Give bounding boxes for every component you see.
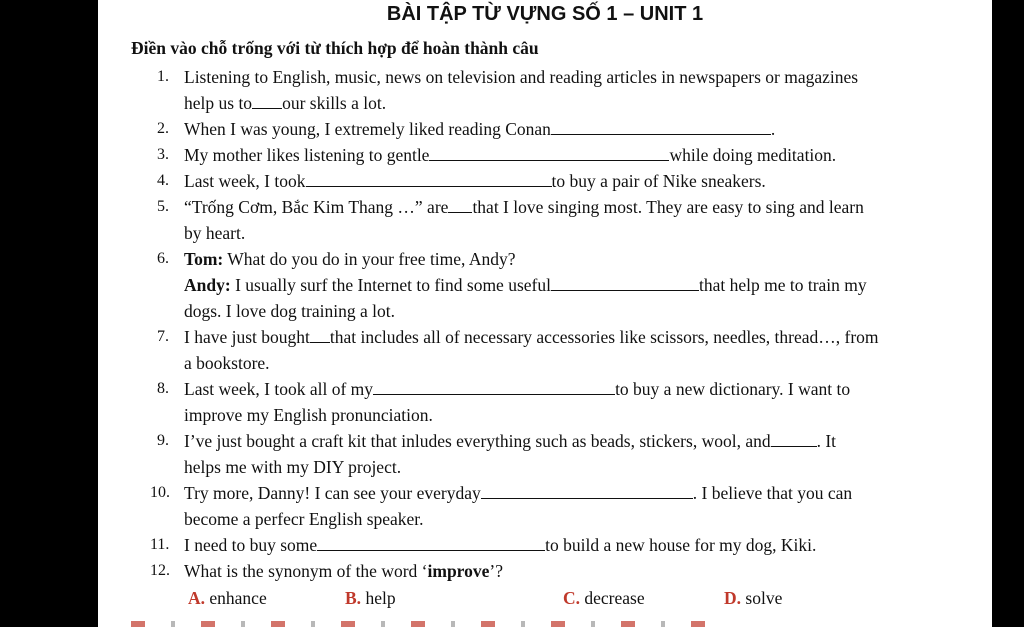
text: I’ve just bought a craft kit that inludes everything such as beads, stickers, wool, and: [184, 431, 771, 451]
question-number: 9.: [157, 432, 169, 449]
text: while doing meditation.: [669, 145, 837, 165]
option-a[interactable]: [188, 588, 267, 608]
question-10-line-2: become a perfecr English speaker.: [184, 509, 424, 529]
text: that help me to train my: [698, 275, 867, 295]
text: that includes all of necessary accessories like scissors, needles, thread…, from: [329, 327, 879, 347]
text: .: [770, 119, 776, 139]
answer-blank[interactable]: [448, 198, 472, 213]
option-letter: C.: [563, 588, 581, 608]
text: to build a new house for my dog, Kiki.: [545, 535, 817, 555]
question-1-line-1: Listening to English, music, news on television and reading articles in newspapers or magazines: [184, 67, 859, 87]
answer-blank[interactable]: [551, 120, 771, 135]
question-number: 10.: [150, 484, 170, 501]
text: Last week, I took: [184, 171, 306, 191]
question-number: 12.: [150, 562, 170, 579]
text: I usually surf the Internet to find some useful: [230, 275, 551, 295]
question-10-line-1: [184, 483, 852, 503]
text: ’?: [489, 561, 504, 581]
option-c[interactable]: [563, 588, 645, 608]
text: “Trống Cơm, Bắc Kim Thang …” are: [184, 197, 449, 217]
text: that I love singing most. They are easy to sing and learn: [472, 197, 864, 217]
question-6-line-2: [184, 275, 867, 295]
question-number: 1.: [157, 68, 169, 85]
answer-blank[interactable]: [429, 146, 669, 161]
question-8-line-2: improve my English pronunciation.: [184, 405, 433, 425]
text: . I believe that you can: [692, 483, 853, 503]
text: our skills a lot.: [282, 93, 387, 113]
question-6-line-1: [184, 249, 516, 269]
question-number: 11.: [150, 536, 170, 553]
text: to buy a pair of Nike sneakers.: [551, 171, 766, 191]
text: What do you do in your free time, Andy?: [223, 249, 516, 269]
text: . It: [816, 431, 837, 451]
question-12-line-1: [184, 561, 503, 581]
question-8-line-1: [184, 379, 850, 399]
question-5-line-2: by heart.: [184, 223, 246, 243]
answer-blank[interactable]: [306, 172, 552, 187]
option-b[interactable]: [345, 588, 396, 608]
question-number: 2.: [157, 120, 169, 137]
answer-blank[interactable]: [481, 484, 693, 499]
instruction: Điền vào chỗ trống với từ thích hợp để hoàn thành câu: [131, 38, 539, 58]
question-4-line-1: [184, 171, 766, 191]
question-number: 5.: [157, 198, 169, 215]
question-number: 6.: [157, 250, 169, 267]
answer-blank[interactable]: [310, 328, 330, 343]
worksheet-title: BÀI TẬP TỪ VỰNG SỐ 1 – UNIT 1: [386, 3, 704, 25]
text: I need to buy some: [184, 535, 318, 555]
text: to buy a new dictionary. I want to: [615, 379, 851, 399]
question-number: 8.: [157, 380, 169, 397]
question-11-line-1: [184, 535, 816, 555]
option-text: enhance: [205, 588, 267, 608]
worksheet-page: [98, 0, 992, 627]
question-number: 7.: [157, 328, 169, 345]
question-7-line-1: [184, 327, 879, 347]
option-text: solve: [741, 588, 783, 608]
speaker-tom: Tom:: [184, 249, 224, 269]
question-5-line-1: [184, 197, 864, 217]
option-letter: D.: [724, 588, 742, 608]
question-9-line-1: [184, 431, 836, 451]
keyword: improve: [427, 561, 490, 581]
question-2-line-1: [184, 119, 775, 139]
text: When I was young, I extremely liked reading Conan: [184, 119, 551, 139]
answer-blank[interactable]: [252, 94, 282, 109]
question-3-line-1: [184, 145, 836, 165]
answer-blank[interactable]: [373, 380, 615, 395]
question-1-line-2: [184, 93, 386, 113]
option-text: decrease: [580, 588, 645, 608]
cut-off-next-line: [131, 621, 731, 627]
text: What is the synonym of the word ‘: [184, 561, 428, 581]
question-number: 3.: [157, 146, 169, 163]
text: Try more, Danny! I can see your everyday: [184, 483, 481, 503]
text: Last week, I took all of my: [184, 379, 374, 399]
text: My mother likes listening to gentle: [184, 145, 430, 165]
question-number: 4.: [157, 172, 169, 189]
option-text: help: [361, 588, 396, 608]
text: help us to: [184, 93, 253, 113]
answer-blank[interactable]: [551, 276, 699, 291]
question-9-line-2: helps me with my DIY project.: [184, 457, 402, 477]
answer-blank[interactable]: [771, 432, 817, 447]
question-7-line-2: a bookstore.: [184, 353, 270, 373]
answer-blank[interactable]: [317, 536, 545, 551]
option-letter: A.: [188, 588, 206, 608]
question-6-line-3: dogs. I love dog training a lot.: [184, 301, 395, 321]
option-d[interactable]: [724, 588, 782, 608]
option-letter: B.: [345, 588, 362, 608]
speaker-andy: Andy:: [184, 275, 231, 295]
text: I have just bought: [184, 327, 310, 347]
